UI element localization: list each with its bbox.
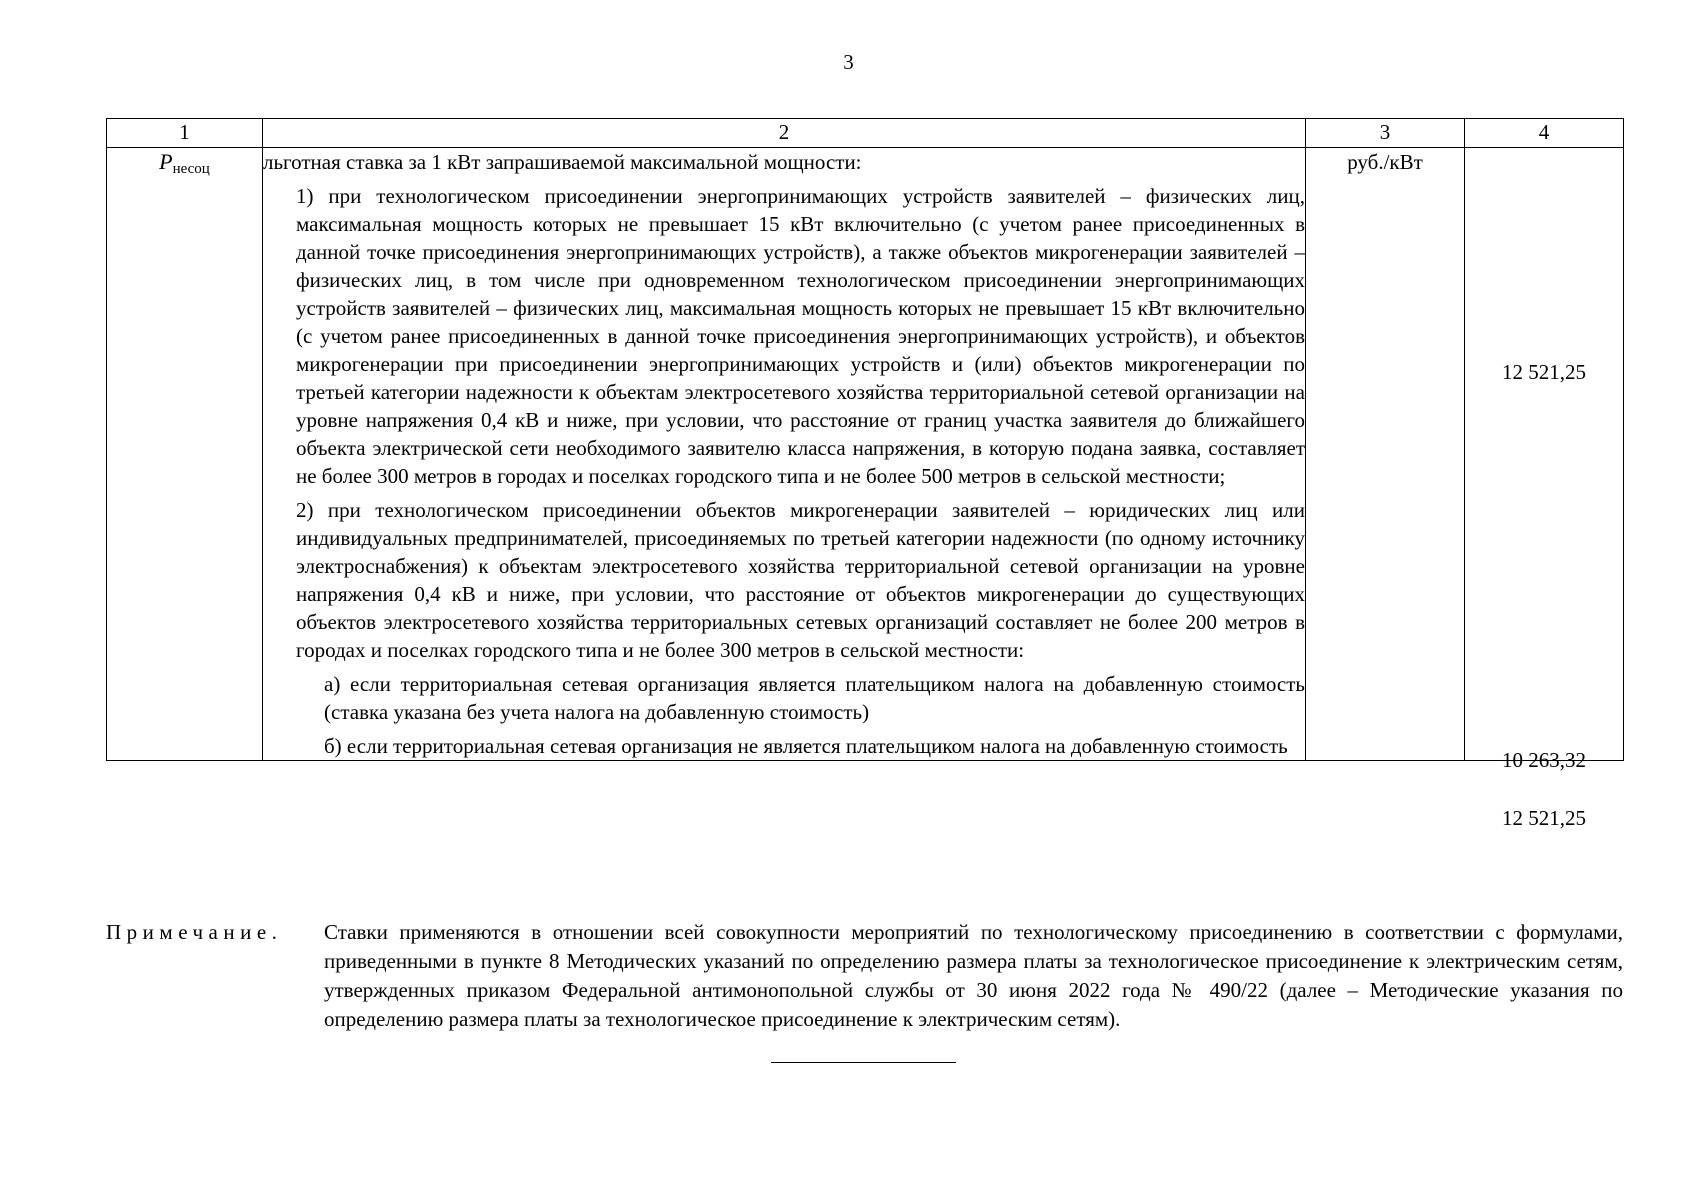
- closing-rule: [771, 1062, 956, 1063]
- description-subitem-b: б) если территориальная сетевая организация не является плательщиком налога на добавленную стоимость: [324, 734, 1288, 758]
- note-block: [106, 918, 1623, 1034]
- table-header-row: [107, 119, 1624, 148]
- description-item-2: 2) при технологическом присоединении объектов микрогенерации заявителей – юридических лиц или индивидуальных предпринимателей, присоединяемых по третьей категории надежности (по одному источнику электроснабжения) к объектам электросетевого хозяйства территориальной сетевой организации на уровне напряжения 0,4 кВ и ниже, при условии, что расстояние от объектов микрогенерации до существующих объектов электросетевого хозяйства территориальных сетевых организаций составляет не более 200 метров в городах и поселках городского типа и не более 300 метров в сельской местности:: [296, 498, 1305, 662]
- rate-symbol-cell: [107, 148, 263, 761]
- value-subitem-a: 10 263,32: [1502, 748, 1586, 772]
- column-header-3: 3: [1306, 119, 1465, 148]
- page-number: 3: [843, 50, 854, 74]
- note-label: Примечание.: [106, 920, 283, 944]
- table-row: [107, 148, 1624, 761]
- column-header-1: 1: [107, 119, 263, 148]
- column-header-4: 4: [1465, 119, 1624, 148]
- value-subitem-b: 12 521,25: [1502, 806, 1586, 830]
- unit-cell: руб./кВт: [1306, 148, 1465, 761]
- description-cell: [263, 148, 1306, 761]
- description-item-1: 1) при технологическом присоединении энергопринимающих устройств заявителей – физических лиц, максимальная мощность которых не превышает 15 кВт включительно (с учетом ранее присоединенных в данной точке присоединения энергопринимающих устройств), а также объектов микрогенерации заявителей – физических лиц, в том числе при одновременном технологическом присоединении энергопринимающих устройств заявителей – физических лиц, максимальная мощность которых не превышает 15 кВт включительно (с учетом ранее присоединенных в данной точке присоединения энергопринимающих устройств), и объектов микрогенерации при присоединении энергопринимающих устройств и (или) объектов микрогенерации по третьей категории надежности к объектам электросетевого хозяйства территориальной сетевой организации на уровне напряжения 0,4 кВ и ниже, при условии, что расстояние от границ участка заявителя до ближайшего объекта электрической сети необходимого заявителю класса напряжения, в которую подана заявка, составляет не более 300 метров в городах и поселках городского типа и не более 500 метров в сельской местности;: [296, 184, 1305, 488]
- rates-table: [106, 118, 1624, 830]
- column-header-2: 2: [263, 119, 1306, 148]
- rate-symbol: P: [159, 149, 173, 174]
- description-intro: льготная ставка за 1 кВт запрашиваемой максимальной мощности:: [263, 150, 862, 174]
- description-subitem-a: а) если территориальная сетевая организация является плательщиком налога на добавленную стоимость (ставка указана без учета налога на добавленную стоимость): [324, 672, 1305, 724]
- rate-symbol-subscript: несоц: [172, 161, 210, 177]
- values-cell: [1465, 148, 1624, 830]
- note-text: Ставки применяются в отношении всей совокупности мероприятий по технологическому присоединению в соответствии с формулами, приведенными в пункте 8 Методических указаний по определению размера платы за технологическое присоединение к электрическим сетям, утвержденных приказом Федеральной антимонопольной службы от 30 июня 2022 года № 490/22 (далее – Методические указания по определению размера платы за технологическое присоединение к электрическим сетям).: [324, 920, 1623, 1031]
- value-item-1: 12 521,25: [1502, 360, 1586, 384]
